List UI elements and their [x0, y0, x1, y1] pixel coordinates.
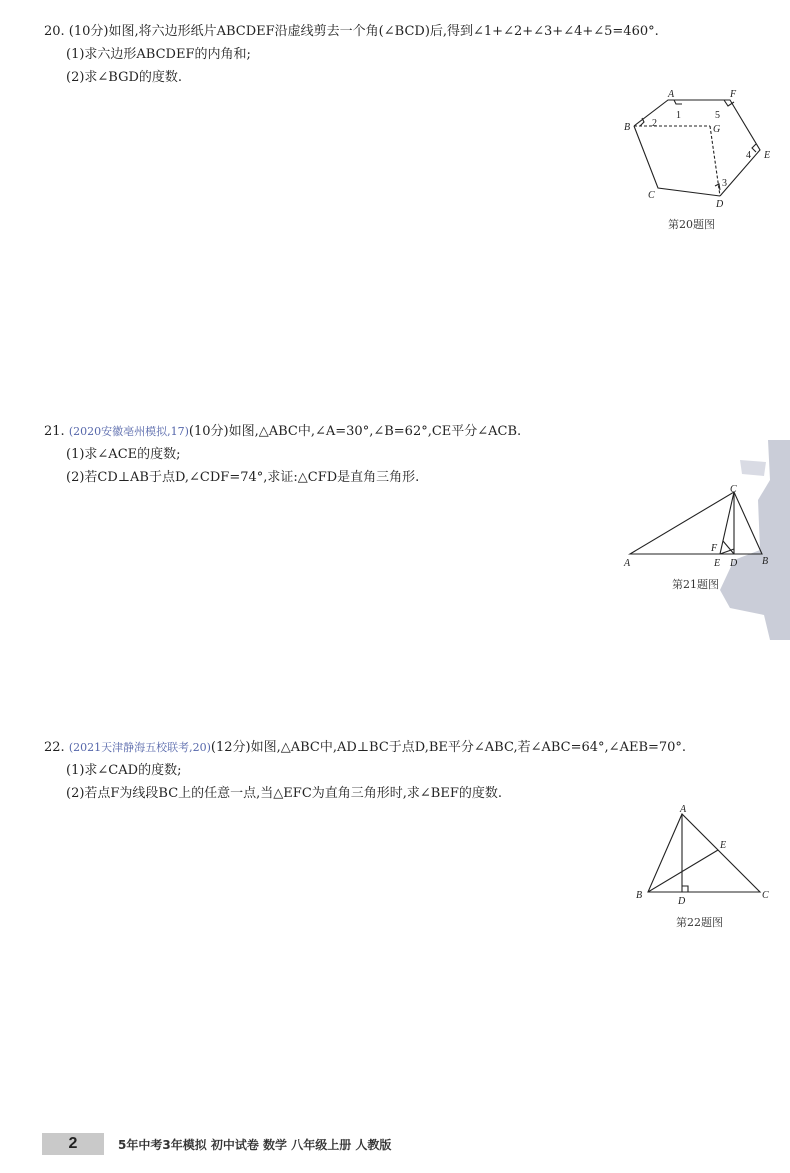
q22-number: 22.: [44, 740, 65, 755]
label-A: A: [668, 89, 675, 100]
angle-1: 1: [676, 110, 681, 121]
q20-part1: (1)求六边形ABCDEF的内角和;: [66, 47, 251, 62]
label-E: E: [714, 558, 721, 569]
q22-part1: (1)求∠CAD的度数;: [66, 763, 182, 778]
q22-source: (2021天津静海五校联考,20): [68, 741, 211, 754]
label-B: B: [762, 556, 769, 567]
label-B: B: [624, 122, 631, 133]
q21-figure: [622, 484, 772, 578]
label-C: C: [648, 190, 655, 201]
label-B: B: [636, 890, 643, 901]
label-D: D: [730, 558, 738, 569]
label-G: G: [713, 124, 721, 135]
angle-5: 5: [715, 110, 720, 121]
angle-4: 4: [746, 150, 751, 161]
q21-number: 21.: [44, 424, 65, 439]
label-C: C: [762, 890, 769, 901]
q22-figure: [630, 800, 780, 912]
label-F: F: [730, 89, 737, 100]
question-22: [44, 736, 686, 805]
label-A: A: [680, 804, 687, 815]
segment-ce: [720, 492, 734, 554]
q20-part2: (2)求∠BGD的度数.: [66, 70, 183, 85]
q20-caption: 第20题图: [668, 218, 715, 231]
hexagon-outline: [634, 100, 760, 196]
q22-part2: (2)若点F为线段BC上的任意一点,当△EFC为直角三角形时,求∠BEF的度数.: [66, 786, 502, 801]
q21-part1: (1)求∠ACE的度数;: [66, 447, 181, 462]
triangle-abc: [648, 814, 760, 892]
triangle-abc: [630, 492, 762, 554]
q21-stem: (10分)如图,△ABC中,∠A=30°,∠B=62°,CE平分∠ACB.: [188, 424, 522, 439]
q21-part2: (2)若CD⊥AB于点D,∠CDF=74°,求证:△CFD是直角三角形.: [66, 470, 420, 485]
label-D: D: [678, 896, 686, 907]
question-20: [44, 20, 659, 89]
q22-caption: 第22题图: [676, 916, 723, 929]
q20-stem: 20. (10分)如图,将六边形纸片ABCDEF沿虚线剪去一个角(∠BCD)后,得到∠1+∠2+∠3+∠4+∠5=460°.: [44, 24, 659, 39]
label-C: C: [730, 484, 737, 495]
angle-2: 2: [652, 118, 657, 129]
label-E: E: [764, 150, 771, 161]
footer-text: 5年中考3年模拟 初中试卷 数学 八年级上册 人教版: [118, 1137, 392, 1152]
page-footer: [42, 1133, 391, 1155]
q21-caption: 第21题图: [672, 578, 719, 591]
q22-stem: (12分)如图,△ABC中,AD⊥BC于点D,BE平分∠ABC,若∠ABC=64°,∠AEB=70°.: [210, 740, 687, 755]
angle-3: 3: [722, 178, 727, 189]
question-21: [44, 420, 521, 489]
q21-source: (2020安徽亳州模拟,17): [68, 425, 189, 438]
label-F: F: [711, 543, 718, 554]
label-A: A: [624, 558, 631, 569]
page-number: 2: [42, 1133, 104, 1155]
q20-figure: [620, 86, 780, 215]
label-D: D: [716, 199, 724, 210]
label-E: E: [720, 840, 727, 851]
